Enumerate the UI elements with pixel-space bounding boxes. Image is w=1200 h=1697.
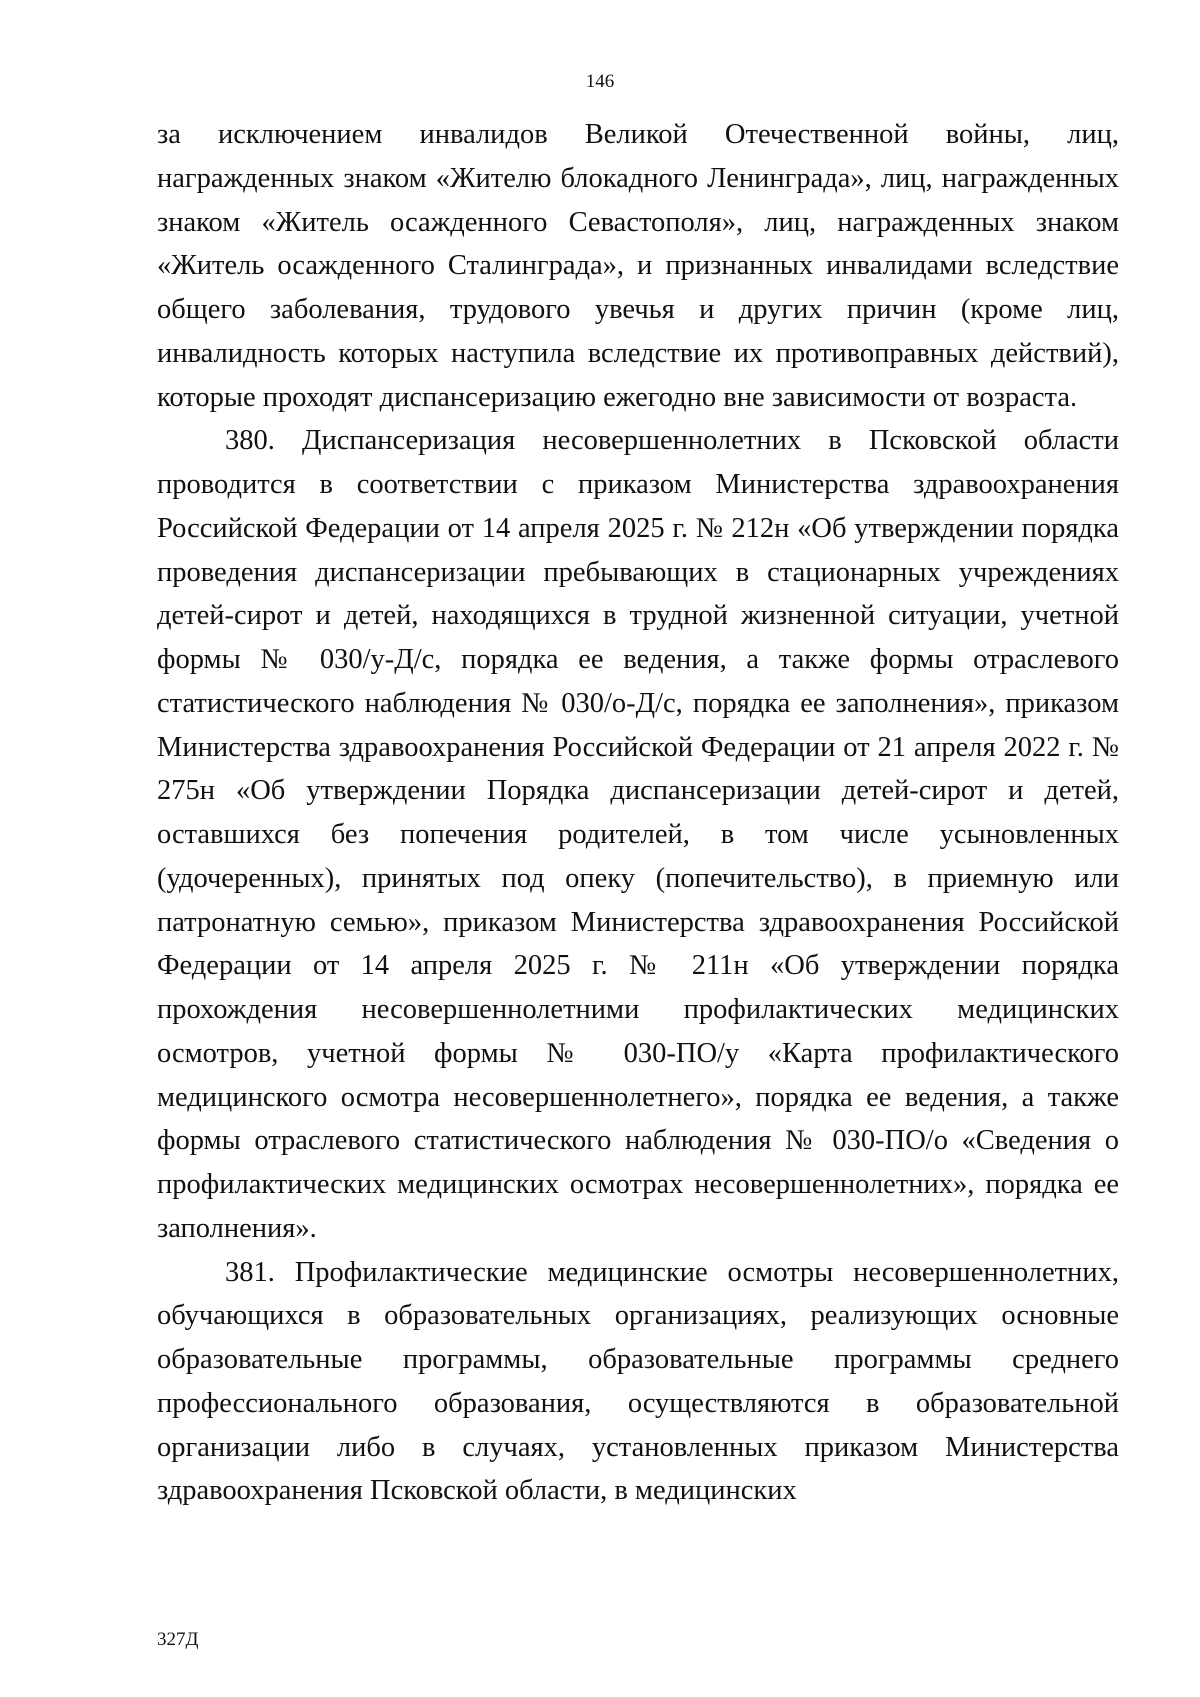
paragraph-continuation: за исключением инвалидов Великой Отечественной войны, лиц, награжденных знаком «Жителю блокадного Ленинграда», лиц, награжденных знаком «Житель осажденного Севастополя», лиц, награжденных знаком «Житель осажденного Сталинграда», и признанных инвалидами вследствие общего заболевания, трудового увечья и других причин (кроме лиц, инвалидность которых наступила вследствие их противоправных действий), которые проходят диспансеризацию ежегодно вне зависимости от возраста.: [157, 119, 1119, 413]
document-body: [157, 113, 1119, 1513]
paragraph-381: 381. Профилактические медицинские осмотры несовершеннолетних, обучающихся в образовательных организациях, реализующих основные образовательные программы, образовательные программы среднего профессионального образования, осуществляются в образовательной организации либо в случаях, установленных приказом Министерства здравоохранения Псковской области, в медицинских: [157, 1256, 1119, 1507]
page-number: 146: [585, 71, 615, 92]
paragraph-380: 380. Диспансеризация несовершеннолетних в Псковской области проводится в соответствии с приказом Министерства здравоохранения Российской Федерации от 14 апреля 2025 г. № 212н «Об утверждении порядка проведения диспансеризации пребывающих в стационарных учреждениях детей-сирот и детей, находящихся в трудной жизненной ситуации, учетной формы № 030/у-Д/с, порядка ее ведения, а также формы отраслевого статистического наблюдения № 030/о-Д/с, порядка ее заполнения», приказом Министерства здравоохранения Российской Федерации от 21 апреля 2022 г. № 275н «Об утверждении Порядка диспансеризации детей-сирот и детей, оставшихся без попечения родителей, в том числе усыновленных (удочеренных), принятых под опеку (попечительство), в приемную или патронатную семью», приказом Министерства здравоохранения Российской Федерации от 14 апреля 2025 г. № 211н «Об утверждении порядка прохождения несовершеннолетними профилактических медицинских осмотров, учетной формы № 030-ПО/у «Карта профилактического медицинского осмотра несовершеннолетнего», порядка ее ведения, а также формы отраслевого статистического наблюдения № 030-ПО/о «Сведения о профилактических медицинских осмотрах несовершеннолетних», порядка ее заполнения».: [157, 425, 1119, 1244]
document-code: 327Д: [157, 1629, 199, 1650]
